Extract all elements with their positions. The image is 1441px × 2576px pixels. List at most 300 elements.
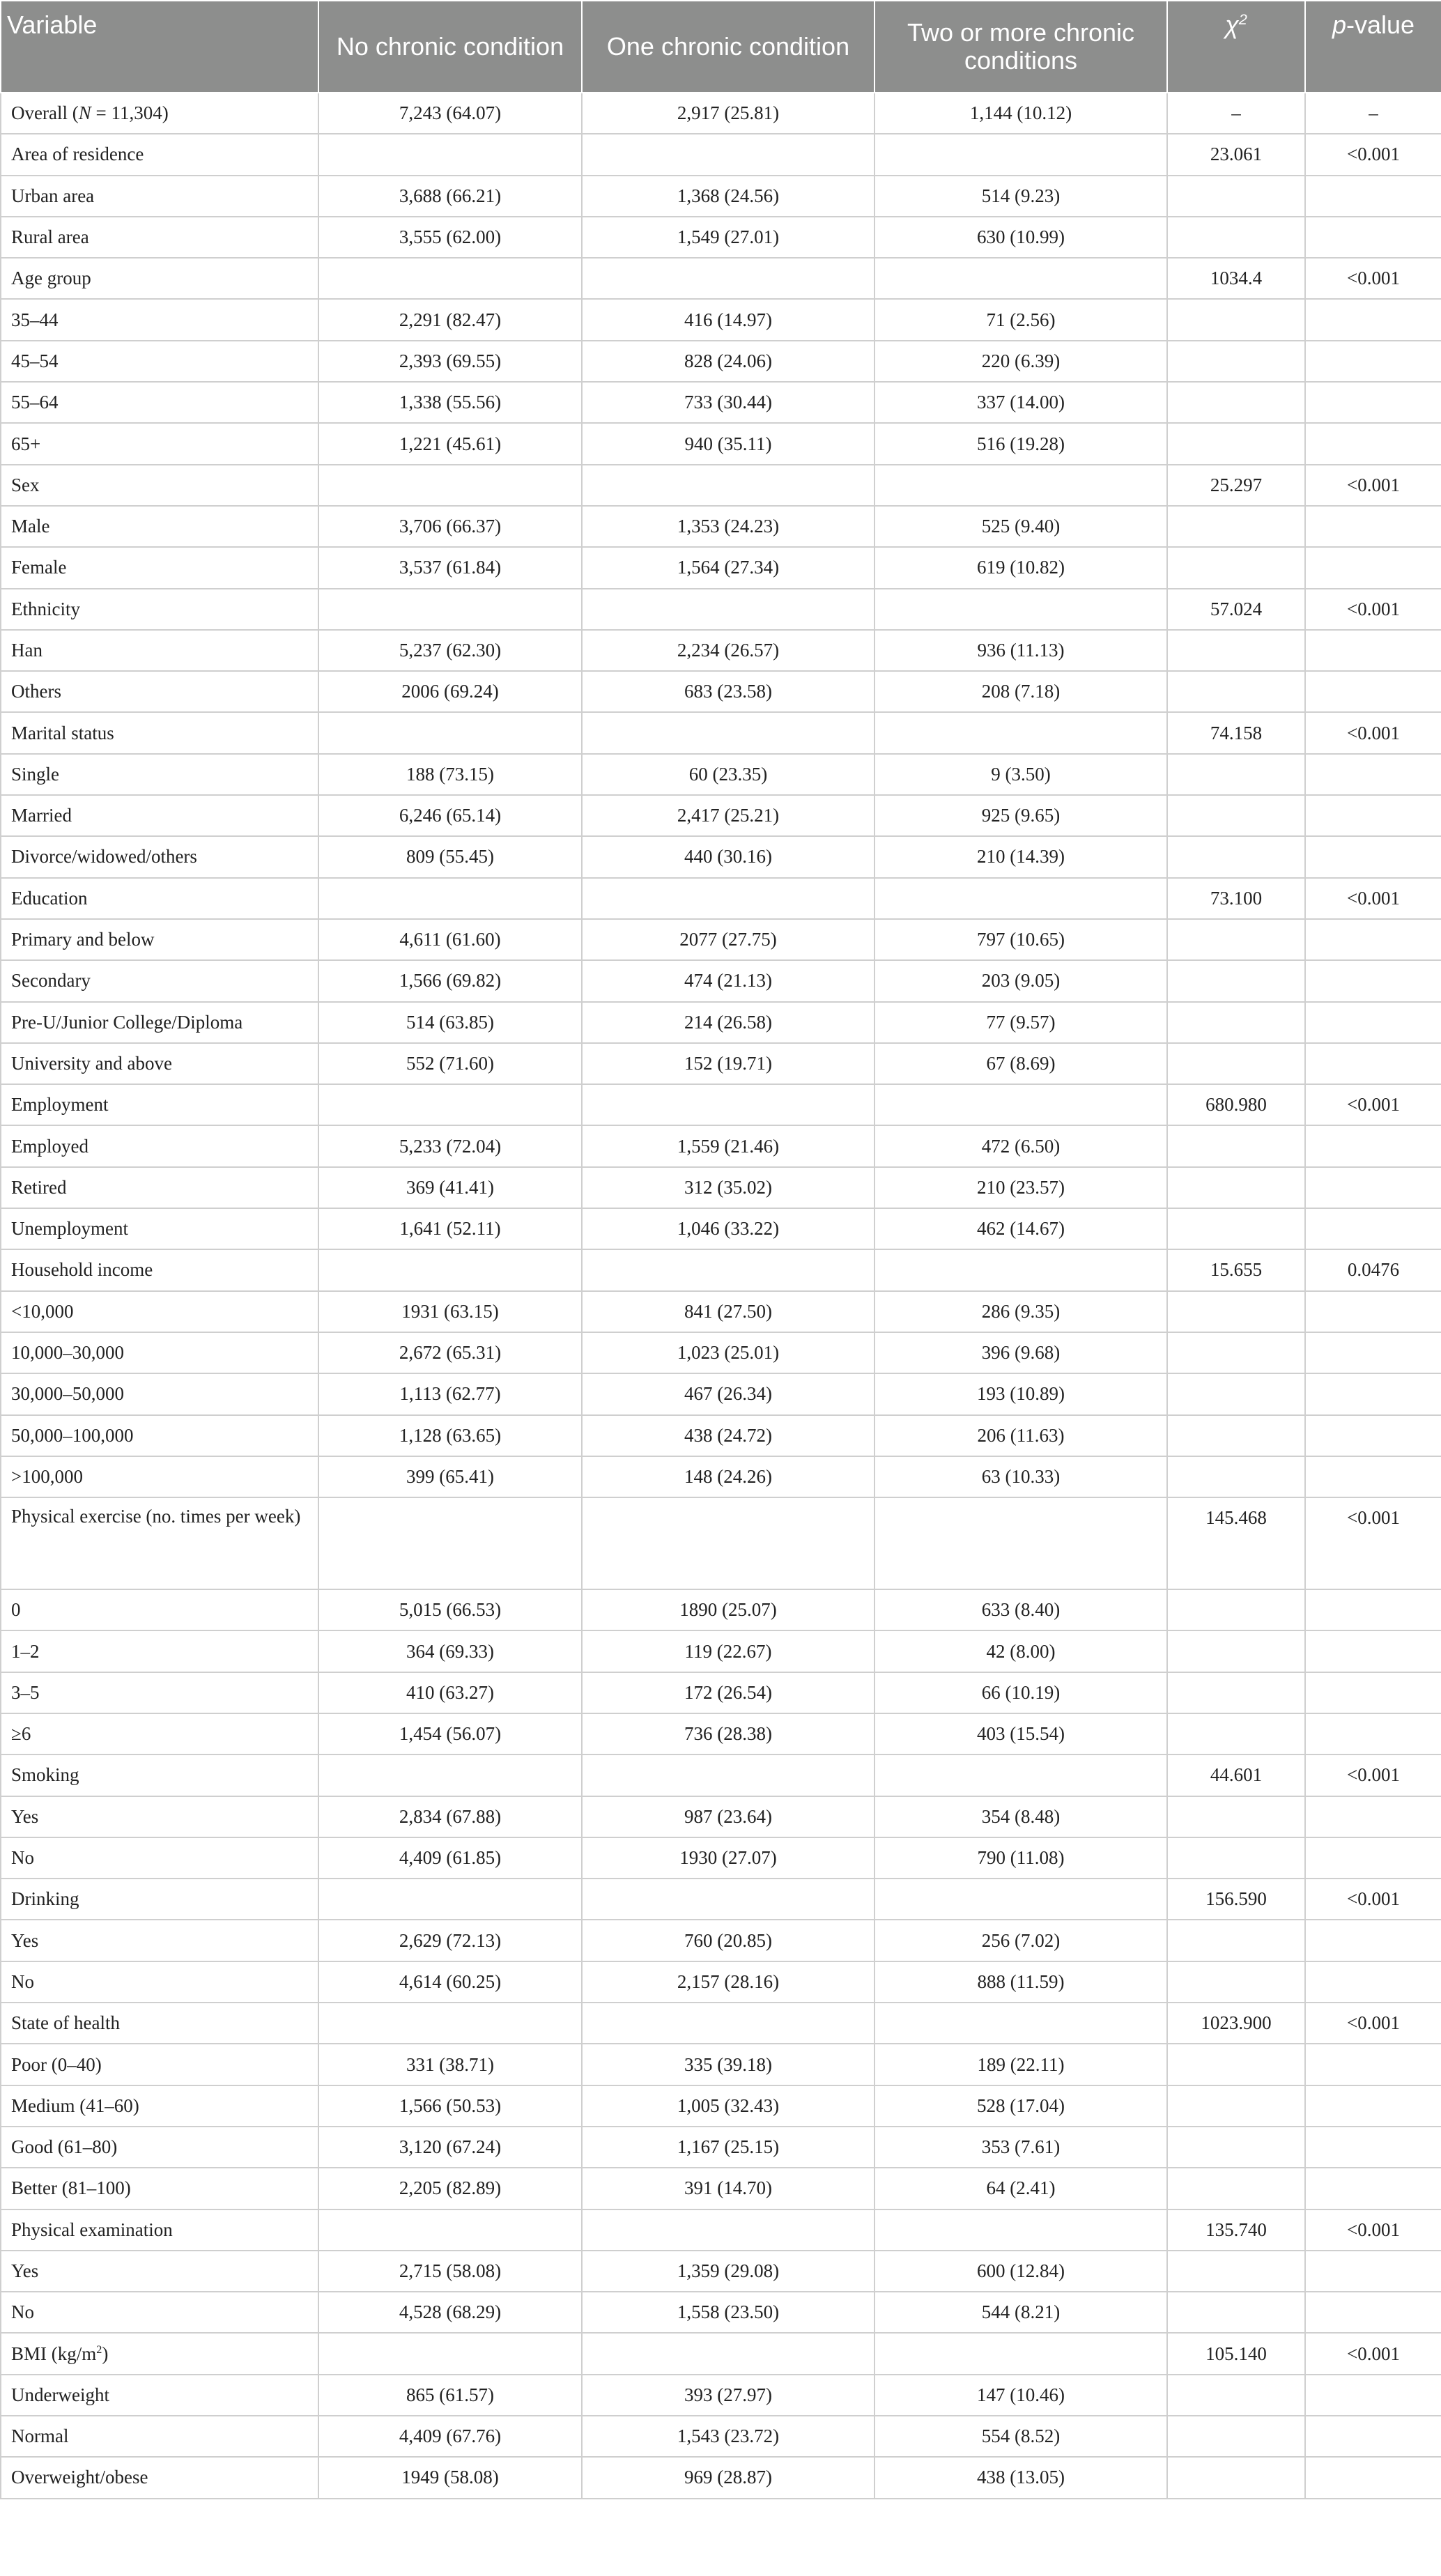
header-one-chronic: One chronic condition: [582, 1, 874, 93]
cell-chi2: 680.980: [1167, 1084, 1305, 1125]
cell-two-plus: 619 (10.82): [874, 547, 1167, 588]
cell-no-chronic: 410 (63.27): [318, 1672, 582, 1713]
cell-one-chronic: 969 (28.87): [582, 2457, 874, 2498]
cell-one-chronic: 828 (24.06): [582, 341, 874, 382]
cell-p-value: [1305, 2085, 1441, 2127]
cell-two-plus: [874, 878, 1167, 919]
cell-chi2: [1167, 1672, 1305, 1713]
cell-variable: 45–54: [1, 341, 318, 382]
cell-one-chronic: [582, 1249, 874, 1290]
cell-chi2: 23.061: [1167, 134, 1305, 175]
cell-p-value: [1305, 919, 1441, 960]
cell-one-chronic: [582, 2209, 874, 2251]
cell-p-value: <0.001: [1305, 1754, 1441, 1796]
cell-no-chronic: [318, 2209, 582, 2251]
cell-one-chronic: 683 (23.58): [582, 671, 874, 712]
cell-one-chronic: 940 (35.11): [582, 423, 874, 464]
cell-variable: Urban area: [1, 176, 318, 217]
cell-no-chronic: 1949 (58.08): [318, 2457, 582, 2498]
cell-one-chronic: 760 (20.85): [582, 1920, 874, 1961]
cell-chi2: [1167, 217, 1305, 258]
cell-no-chronic: 2,715 (58.08): [318, 2251, 582, 2292]
cell-two-plus: 210 (23.57): [874, 1167, 1167, 1208]
cell-p-value: <0.001: [1305, 589, 1441, 630]
cell-chi2: 73.100: [1167, 878, 1305, 919]
cell-chi2: 1023.900: [1167, 2003, 1305, 2044]
cell-variable: Good (61–80): [1, 2127, 318, 2168]
cell-p-value: [1305, 754, 1441, 795]
cell-two-plus: 67 (8.69): [874, 1043, 1167, 1084]
cell-chi2: 57.024: [1167, 589, 1305, 630]
cell-p-value: <0.001: [1305, 134, 1441, 175]
cell-one-chronic: 1,023 (25.01): [582, 1332, 874, 1373]
table-row: [1, 1208, 1441, 1249]
cell-chi2: [1167, 2416, 1305, 2457]
table-row: [1, 1589, 1441, 1630]
cell-two-plus: [874, 2003, 1167, 2044]
cell-no-chronic: [318, 258, 582, 299]
cell-one-chronic: 1,005 (32.43): [582, 2085, 874, 2127]
cell-p-value: [1305, 1167, 1441, 1208]
cell-chi2: [1167, 671, 1305, 712]
cell-no-chronic: 6,246 (65.14): [318, 795, 582, 836]
cell-no-chronic: 188 (73.15): [318, 754, 582, 795]
table-row: [1, 2209, 1441, 2251]
cell-no-chronic: 4,409 (67.76): [318, 2416, 582, 2457]
cell-one-chronic: [582, 2333, 874, 2374]
cell-p-value: <0.001: [1305, 465, 1441, 506]
cell-chi2: [1167, 1002, 1305, 1043]
cell-two-plus: [874, 712, 1167, 753]
table-row: [1, 93, 1441, 134]
table-row: [1, 1630, 1441, 1672]
cell-variable: Ethnicity: [1, 589, 318, 630]
cell-no-chronic: [318, 1084, 582, 1125]
cell-one-chronic: 1,558 (23.50): [582, 2292, 874, 2333]
cell-no-chronic: 2006 (69.24): [318, 671, 582, 712]
cell-variable: Retired: [1, 1167, 318, 1208]
cell-one-chronic: [582, 1084, 874, 1125]
cell-p-value: <0.001: [1305, 1084, 1441, 1125]
cell-one-chronic: 1,368 (24.56): [582, 176, 874, 217]
cell-p-value: <0.001: [1305, 1497, 1441, 1589]
cell-one-chronic: 2,157 (28.16): [582, 1961, 874, 2003]
table-row: [1, 754, 1441, 795]
cell-p-value: [1305, 176, 1441, 217]
table-row: [1, 217, 1441, 258]
cell-p-value: [1305, 1589, 1441, 1630]
cell-p-value: [1305, 1456, 1441, 1497]
cell-p-value: [1305, 1630, 1441, 1672]
table-row: [1, 1002, 1441, 1043]
cell-p-value: –: [1305, 93, 1441, 134]
table-row: [1, 1754, 1441, 1796]
table-row: [1, 1043, 1441, 1084]
header-chi2: $\chi^2$: [1167, 1, 1305, 93]
cell-variable: Unemployment: [1, 1208, 318, 1249]
table-row: [1, 1713, 1441, 1754]
cell-one-chronic: 474 (21.13): [582, 960, 874, 1001]
cell-no-chronic: 514 (63.85): [318, 1002, 582, 1043]
table-body: [1, 93, 1441, 2499]
cell-no-chronic: [318, 1754, 582, 1796]
cell-two-plus: 528 (17.04): [874, 2085, 1167, 2127]
table-row: [1, 1672, 1441, 1713]
cell-chi2: 156.590: [1167, 1879, 1305, 1920]
cell-one-chronic: [582, 465, 874, 506]
cell-variable: 35–44: [1, 299, 318, 340]
table-row: [1, 1167, 1441, 1208]
cell-variable: Secondary: [1, 960, 318, 1001]
header-two-plus: Two or more chronic conditions: [874, 1, 1167, 93]
cell-no-chronic: 2,834 (67.88): [318, 1796, 582, 1837]
cell-chi2: [1167, 299, 1305, 340]
cell-p-value: [1305, 1043, 1441, 1084]
cell-two-plus: 472 (6.50): [874, 1125, 1167, 1166]
cell-p-value: [1305, 217, 1441, 258]
table-row: [1, 960, 1441, 1001]
cell-variable: Medium (41–60): [1, 2085, 318, 2127]
cell-two-plus: 147 (10.46): [874, 2375, 1167, 2416]
cell-p-value: [1305, 1291, 1441, 1332]
cell-chi2: [1167, 2457, 1305, 2498]
cell-variable: Drinking: [1, 1879, 318, 1920]
cell-chi2: [1167, 341, 1305, 382]
cell-chi2: [1167, 919, 1305, 960]
cell-one-chronic: [582, 2003, 874, 2044]
cell-p-value: [1305, 671, 1441, 712]
cell-variable: <10,000: [1, 1291, 318, 1332]
table-row: [1, 2085, 1441, 2127]
cell-two-plus: 516 (19.28): [874, 423, 1167, 464]
cell-two-plus: [874, 465, 1167, 506]
cell-variable: Poor (0–40): [1, 2044, 318, 2085]
cell-no-chronic: 3,706 (66.37): [318, 506, 582, 547]
cell-p-value: [1305, 423, 1441, 464]
cell-two-plus: [874, 1879, 1167, 1920]
cell-one-chronic: 393 (27.97): [582, 2375, 874, 2416]
cell-chi2: [1167, 1630, 1305, 1672]
cell-no-chronic: 399 (65.41): [318, 1456, 582, 1497]
table-row: [1, 2375, 1441, 2416]
cell-two-plus: 9 (3.50): [874, 754, 1167, 795]
cell-no-chronic: [318, 2333, 582, 2374]
cell-variable: Employment: [1, 1084, 318, 1125]
cell-no-chronic: 2,672 (65.31): [318, 1332, 582, 1373]
cell-two-plus: 462 (14.67): [874, 1208, 1167, 1249]
cell-chi2: [1167, 1373, 1305, 1414]
cell-variable: Married: [1, 795, 318, 836]
cell-p-value: [1305, 1713, 1441, 1754]
cell-two-plus: [874, 1249, 1167, 1290]
cell-no-chronic: 1,566 (69.82): [318, 960, 582, 1001]
cell-two-plus: 203 (9.05): [874, 960, 1167, 1001]
cell-no-chronic: 4,409 (61.85): [318, 1837, 582, 1879]
table-row: [1, 2127, 1441, 2168]
cell-variable: Primary and below: [1, 919, 318, 960]
cell-chi2: [1167, 176, 1305, 217]
cell-no-chronic: 4,611 (61.60): [318, 919, 582, 960]
cell-p-value: <0.001: [1305, 2333, 1441, 2374]
cell-p-value: [1305, 1415, 1441, 1456]
cell-no-chronic: 1,641 (52.11): [318, 1208, 582, 1249]
cell-variable: Pre-U/Junior College/Diploma: [1, 1002, 318, 1043]
table-row: [1, 299, 1441, 340]
cell-chi2: [1167, 1332, 1305, 1373]
cell-variable: University and above: [1, 1043, 318, 1084]
cell-chi2: [1167, 1456, 1305, 1497]
cell-chi2: [1167, 506, 1305, 547]
cell-p-value: [1305, 2168, 1441, 2209]
table-header: [1, 1, 1441, 93]
cell-variable: 10,000–30,000: [1, 1332, 318, 1373]
cell-chi2: –: [1167, 93, 1305, 134]
cell-one-chronic: 438 (24.72): [582, 1415, 874, 1456]
cell-no-chronic: 4,614 (60.25): [318, 1961, 582, 2003]
cell-two-plus: 286 (9.35): [874, 1291, 1167, 1332]
cell-no-chronic: [318, 1497, 582, 1589]
cell-p-value: [1305, 1796, 1441, 1837]
cell-no-chronic: 331 (38.71): [318, 2044, 582, 2085]
cell-two-plus: [874, 1754, 1167, 1796]
cell-no-chronic: [318, 1879, 582, 1920]
cell-variable: Smoking: [1, 1754, 318, 1796]
cell-two-plus: 66 (10.19): [874, 1672, 1167, 1713]
cell-two-plus: [874, 2209, 1167, 2251]
cell-two-plus: 208 (7.18): [874, 671, 1167, 712]
cell-p-value: [1305, 836, 1441, 877]
cell-p-value: [1305, 1920, 1441, 1961]
cell-chi2: [1167, 1837, 1305, 1879]
cell-p-value: [1305, 1208, 1441, 1249]
cell-p-value: [1305, 2416, 1441, 2457]
cell-p-value: <0.001: [1305, 2003, 1441, 2044]
cell-one-chronic: 987 (23.64): [582, 1796, 874, 1837]
table-row: [1, 465, 1441, 506]
cell-chi2: [1167, 1167, 1305, 1208]
cell-two-plus: 554 (8.52): [874, 2416, 1167, 2457]
cell-two-plus: 925 (9.65): [874, 795, 1167, 836]
cell-two-plus: 630 (10.99): [874, 217, 1167, 258]
cell-variable: Yes: [1, 1920, 318, 1961]
cell-two-plus: 193 (10.89): [874, 1373, 1167, 1414]
cell-chi2: 74.158: [1167, 712, 1305, 753]
cell-p-value: [1305, 960, 1441, 1001]
cell-two-plus: [874, 2333, 1167, 2374]
cell-one-chronic: 312 (35.02): [582, 1167, 874, 1208]
cell-no-chronic: 3,537 (61.84): [318, 547, 582, 588]
table-row: [1, 1837, 1441, 1879]
cell-variable: Overweight/obese: [1, 2457, 318, 2498]
cell-variable: Divorce/widowed/others: [1, 836, 318, 877]
cell-no-chronic: 369 (41.41): [318, 1167, 582, 1208]
cell-two-plus: 77 (9.57): [874, 1002, 1167, 1043]
cell-variable: Normal: [1, 2416, 318, 2457]
cell-no-chronic: 4,528 (68.29): [318, 2292, 582, 2333]
cell-one-chronic: 1,046 (33.22): [582, 1208, 874, 1249]
cell-two-plus: 600 (12.84): [874, 2251, 1167, 2292]
cell-two-plus: [874, 1497, 1167, 1589]
cell-no-chronic: 865 (61.57): [318, 2375, 582, 2416]
cell-two-plus: 354 (8.48): [874, 1796, 1167, 1837]
cell-no-chronic: 552 (71.60): [318, 1043, 582, 1084]
table-row: [1, 878, 1441, 919]
cell-two-plus: 206 (11.63): [874, 1415, 1167, 1456]
cell-no-chronic: 7,243 (64.07): [318, 93, 582, 134]
cell-no-chronic: [318, 712, 582, 753]
table-row: [1, 2003, 1441, 2044]
cell-two-plus: 396 (9.68): [874, 1332, 1167, 1373]
cell-no-chronic: 1,338 (55.56): [318, 382, 582, 423]
cell-two-plus: [874, 1084, 1167, 1125]
table-row: [1, 589, 1441, 630]
cell-one-chronic: 1,559 (21.46): [582, 1125, 874, 1166]
table-row: [1, 1373, 1441, 1414]
cell-two-plus: 797 (10.65): [874, 919, 1167, 960]
cell-p-value: <0.001: [1305, 878, 1441, 919]
cell-variable: Marital status: [1, 712, 318, 753]
table-row: [1, 836, 1441, 877]
cell-no-chronic: 2,205 (82.89): [318, 2168, 582, 2209]
cell-p-value: [1305, 2292, 1441, 2333]
cell-variable: State of health: [1, 2003, 318, 2044]
cell-chi2: 15.655: [1167, 1249, 1305, 1290]
table-row: [1, 2044, 1441, 2085]
cell-one-chronic: 119 (22.67): [582, 1630, 874, 1672]
cell-variable: BMI $(kg/m^2)$: [1, 2333, 318, 2374]
cell-p-value: [1305, 382, 1441, 423]
cell-one-chronic: 60 (23.35): [582, 754, 874, 795]
table-row: [1, 1456, 1441, 1497]
cell-no-chronic: 5,233 (72.04): [318, 1125, 582, 1166]
cell-two-plus: 220 (6.39): [874, 341, 1167, 382]
cell-no-chronic: [318, 589, 582, 630]
table-row: [1, 919, 1441, 960]
cell-chi2: 25.297: [1167, 465, 1305, 506]
cell-variable: Physical exercise (no. times per week): [1, 1497, 318, 1589]
cell-chi2: [1167, 2044, 1305, 2085]
cell-no-chronic: 3,555 (62.00): [318, 217, 582, 258]
cell-variable: No: [1, 2292, 318, 2333]
cell-one-chronic: 335 (39.18): [582, 2044, 874, 2085]
table-row: [1, 382, 1441, 423]
cell-chi2: [1167, 1208, 1305, 1249]
table-row: [1, 258, 1441, 299]
cell-variable: 30,000–50,000: [1, 1373, 318, 1414]
cell-variable: Area of residence: [1, 134, 318, 175]
cell-p-value: [1305, 2251, 1441, 2292]
cell-two-plus: 888 (11.59): [874, 1961, 1167, 2003]
cell-one-chronic: [582, 1754, 874, 1796]
table-row: [1, 2416, 1441, 2457]
cell-no-chronic: 2,393 (69.55): [318, 341, 582, 382]
cell-p-value: [1305, 341, 1441, 382]
header-variable: Variable: [1, 1, 318, 93]
cell-p-value: <0.001: [1305, 1879, 1441, 1920]
cell-variable: Better (81–100): [1, 2168, 318, 2209]
cell-chi2: [1167, 2127, 1305, 2168]
cell-chi2: [1167, 1291, 1305, 1332]
cell-p-value: [1305, 299, 1441, 340]
cell-chi2: [1167, 1920, 1305, 1961]
cell-one-chronic: 440 (30.16): [582, 836, 874, 877]
cell-chi2: [1167, 754, 1305, 795]
cell-no-chronic: 1,128 (63.65): [318, 1415, 582, 1456]
cell-no-chronic: [318, 2003, 582, 2044]
cell-one-chronic: 1,167 (25.15): [582, 2127, 874, 2168]
cell-p-value: [1305, 1672, 1441, 1713]
cell-no-chronic: 809 (55.45): [318, 836, 582, 877]
cell-p-value: [1305, 1002, 1441, 1043]
table-row: [1, 2333, 1441, 2374]
header-no-chronic: No chronic condition: [318, 1, 582, 93]
cell-variable: ≥6: [1, 1713, 318, 1754]
cell-two-plus: [874, 134, 1167, 175]
cell-no-chronic: 1,454 (56.07): [318, 1713, 582, 1754]
table-row: [1, 176, 1441, 217]
cell-variable: 55–64: [1, 382, 318, 423]
cell-two-plus: 544 (8.21): [874, 2292, 1167, 2333]
cell-one-chronic: 148 (24.26): [582, 1456, 874, 1497]
cell-two-plus: 936 (11.13): [874, 630, 1167, 671]
cell-two-plus: 438 (13.05): [874, 2457, 1167, 2498]
cell-two-plus: 210 (14.39): [874, 836, 1167, 877]
table-row: [1, 1084, 1441, 1125]
table-row: [1, 2292, 1441, 2333]
cell-variable: Employed: [1, 1125, 318, 1166]
cell-one-chronic: 391 (14.70): [582, 2168, 874, 2209]
cell-chi2: [1167, 1796, 1305, 1837]
cell-p-value: [1305, 2457, 1441, 2498]
table-row: [1, 134, 1441, 175]
table-row: [1, 1249, 1441, 1290]
cell-variable: >100,000: [1, 1456, 318, 1497]
table-row: [1, 1332, 1441, 1373]
cell-variable: Education: [1, 878, 318, 919]
cell-p-value: [1305, 1837, 1441, 1879]
cell-p-value: [1305, 2127, 1441, 2168]
cell-one-chronic: 1930 (27.07): [582, 1837, 874, 1879]
cell-two-plus: 790 (11.08): [874, 1837, 1167, 1879]
cell-p-value: <0.001: [1305, 712, 1441, 753]
cell-chi2: [1167, 1589, 1305, 1630]
cell-one-chronic: [582, 1497, 874, 1589]
cell-chi2: [1167, 960, 1305, 1001]
cell-variable: Single: [1, 754, 318, 795]
cell-two-plus: 256 (7.02): [874, 1920, 1167, 1961]
table-row: [1, 2251, 1441, 2292]
cell-one-chronic: 1,564 (27.34): [582, 547, 874, 588]
cell-one-chronic: 172 (26.54): [582, 1672, 874, 1713]
cell-one-chronic: 1,353 (24.23): [582, 506, 874, 547]
cell-one-chronic: 1,543 (23.72): [582, 2416, 874, 2457]
cell-variable: Household income: [1, 1249, 318, 1290]
cell-variable: 0: [1, 1589, 318, 1630]
cell-two-plus: [874, 589, 1167, 630]
cell-p-value: <0.001: [1305, 258, 1441, 299]
cell-no-chronic: [318, 465, 582, 506]
cell-variable: Others: [1, 671, 318, 712]
table-row: [1, 1125, 1441, 1166]
cell-no-chronic: 1,113 (62.77): [318, 1373, 582, 1414]
cell-chi2: [1167, 1125, 1305, 1166]
cell-one-chronic: [582, 1879, 874, 1920]
cell-chi2: [1167, 382, 1305, 423]
cell-no-chronic: 3,120 (67.24): [318, 2127, 582, 2168]
header-row: [1, 1, 1441, 93]
cell-variable: No: [1, 1961, 318, 2003]
cell-one-chronic: 1,549 (27.01): [582, 217, 874, 258]
